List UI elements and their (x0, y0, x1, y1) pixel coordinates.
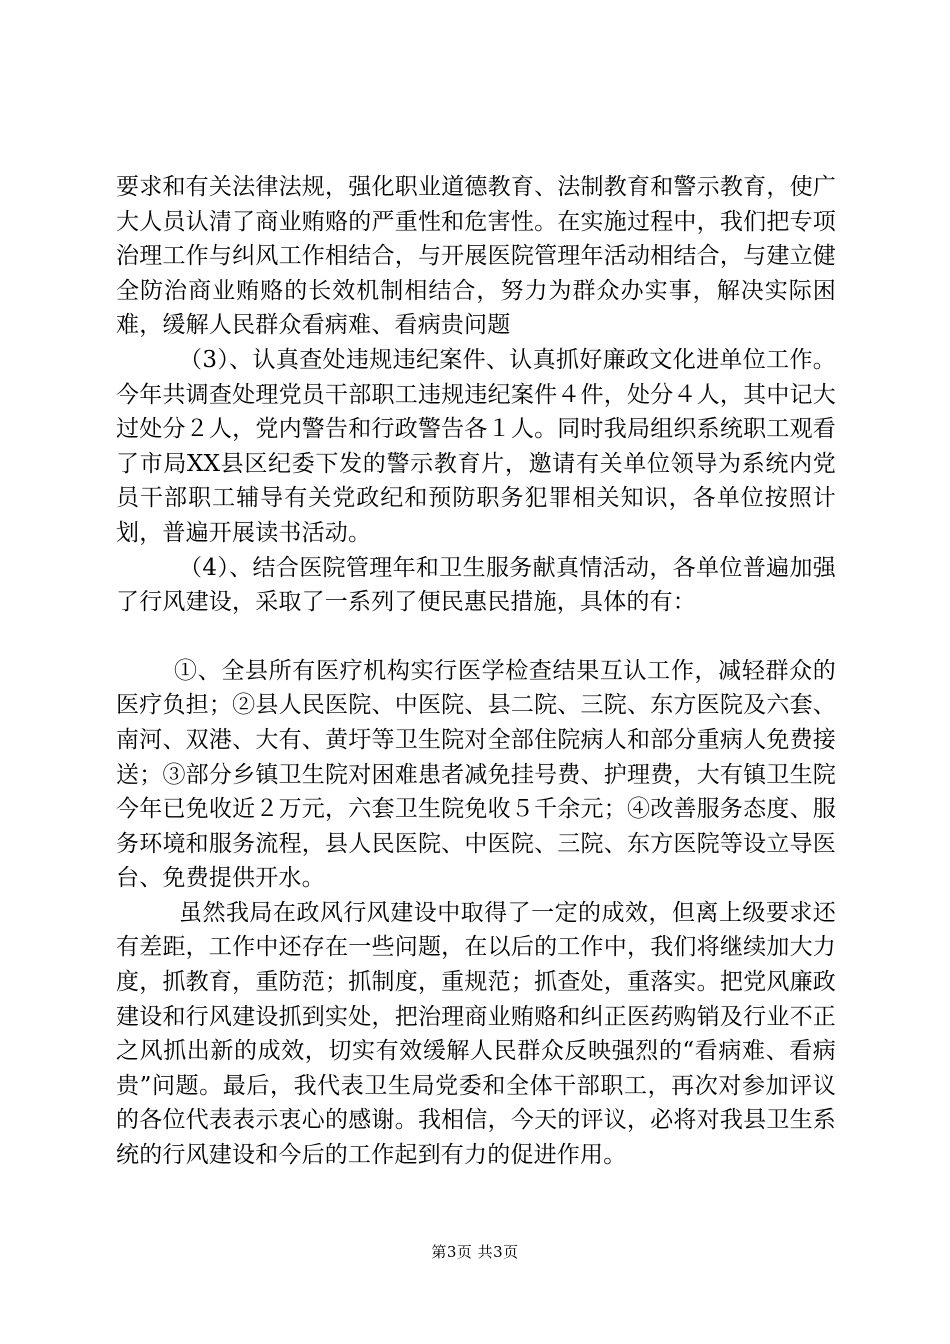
paragraph-measures-list: ①、全县所有医疗机构实行医学检查结果互认工作，减轻群众的医疗负担；②县人民医院、中医院、县二院、三院、东方医院及六套、南河、双港、大有、黄圩等卫生院对全部住院病人和部分重病人免费接送；③部分乡镇卫生院对困难患者减免挂号费、护理费，大有镇卫生院今年已免收近２万元，六套卫生院免收５千余元；④改善服务态度、服务环境和服务流程，县人民医院、中医院、三院、东方医院等设立导医台、免费提供开水。 (116, 657, 836, 892)
page-footer: 第3页 共3页 (431, 1243, 519, 1261)
paragraph-item-4: （4）、结合医院管理年和卫生服务献真情活动，各单位普遍加强了行风建设，采取了一系列了便民惠民措施，具体的有： (116, 554, 836, 616)
paragraph-continuation: 要求和有关法律法规，强化职业道德教育、法制教育和警示教育，使广大人员认清了商业贿赂的严重性和危害性。在实施过程中，我们把专项治理工作与纠风工作相结合，与开展医院管理年活动相结合，与建立健全防治商业贿赂的长效机制相结合，努力为群众办实事，解决实际困难，缓解人民群众看病难、看病贵问题 (116, 174, 836, 339)
document-body (116, 170, 836, 1173)
paragraph-conclusion: 虽然我局在政风行风建设中取得了一定的成效，但离上级要求还有差距，工作中还存在一些问题，在以后的工作中，我们将继续加大力度，抓教育，重防范；抓制度，重规范；抓查处，重落实。把党风廉政建设和行风建设抓到实处，把治理商业贿赂和纠正医药购销及行业不正之风抓出新的成效，切实有效缓解人民群众反映强烈的“看病难、看病贵”问题。最后，我代表卫生局党委和全体干部职工，再次对参加评议的各位代表表示衷心的感谢。我相信，今天的评议，必将对我县卫生系统的行风建设和今后的工作起到有力的促进作用。 (116, 899, 836, 1169)
paragraph-item-3: （3）、认真查处违规违纪案件、认真抓好廉政文化进单位工作。今年共调查处理党员干部职工违规违纪案件４件，处分４人，其中记大过处分２人，党内警告和行政警告各１人。同时我局组织系统职工观看了市局XX县区纪委下发的警示教育片，邀请有关单位领导为系统内党员干部职工辅导有关党政纪和预防职务犯罪相关知识，各单位按照计划，普遍开展读书活动。 (116, 346, 836, 546)
